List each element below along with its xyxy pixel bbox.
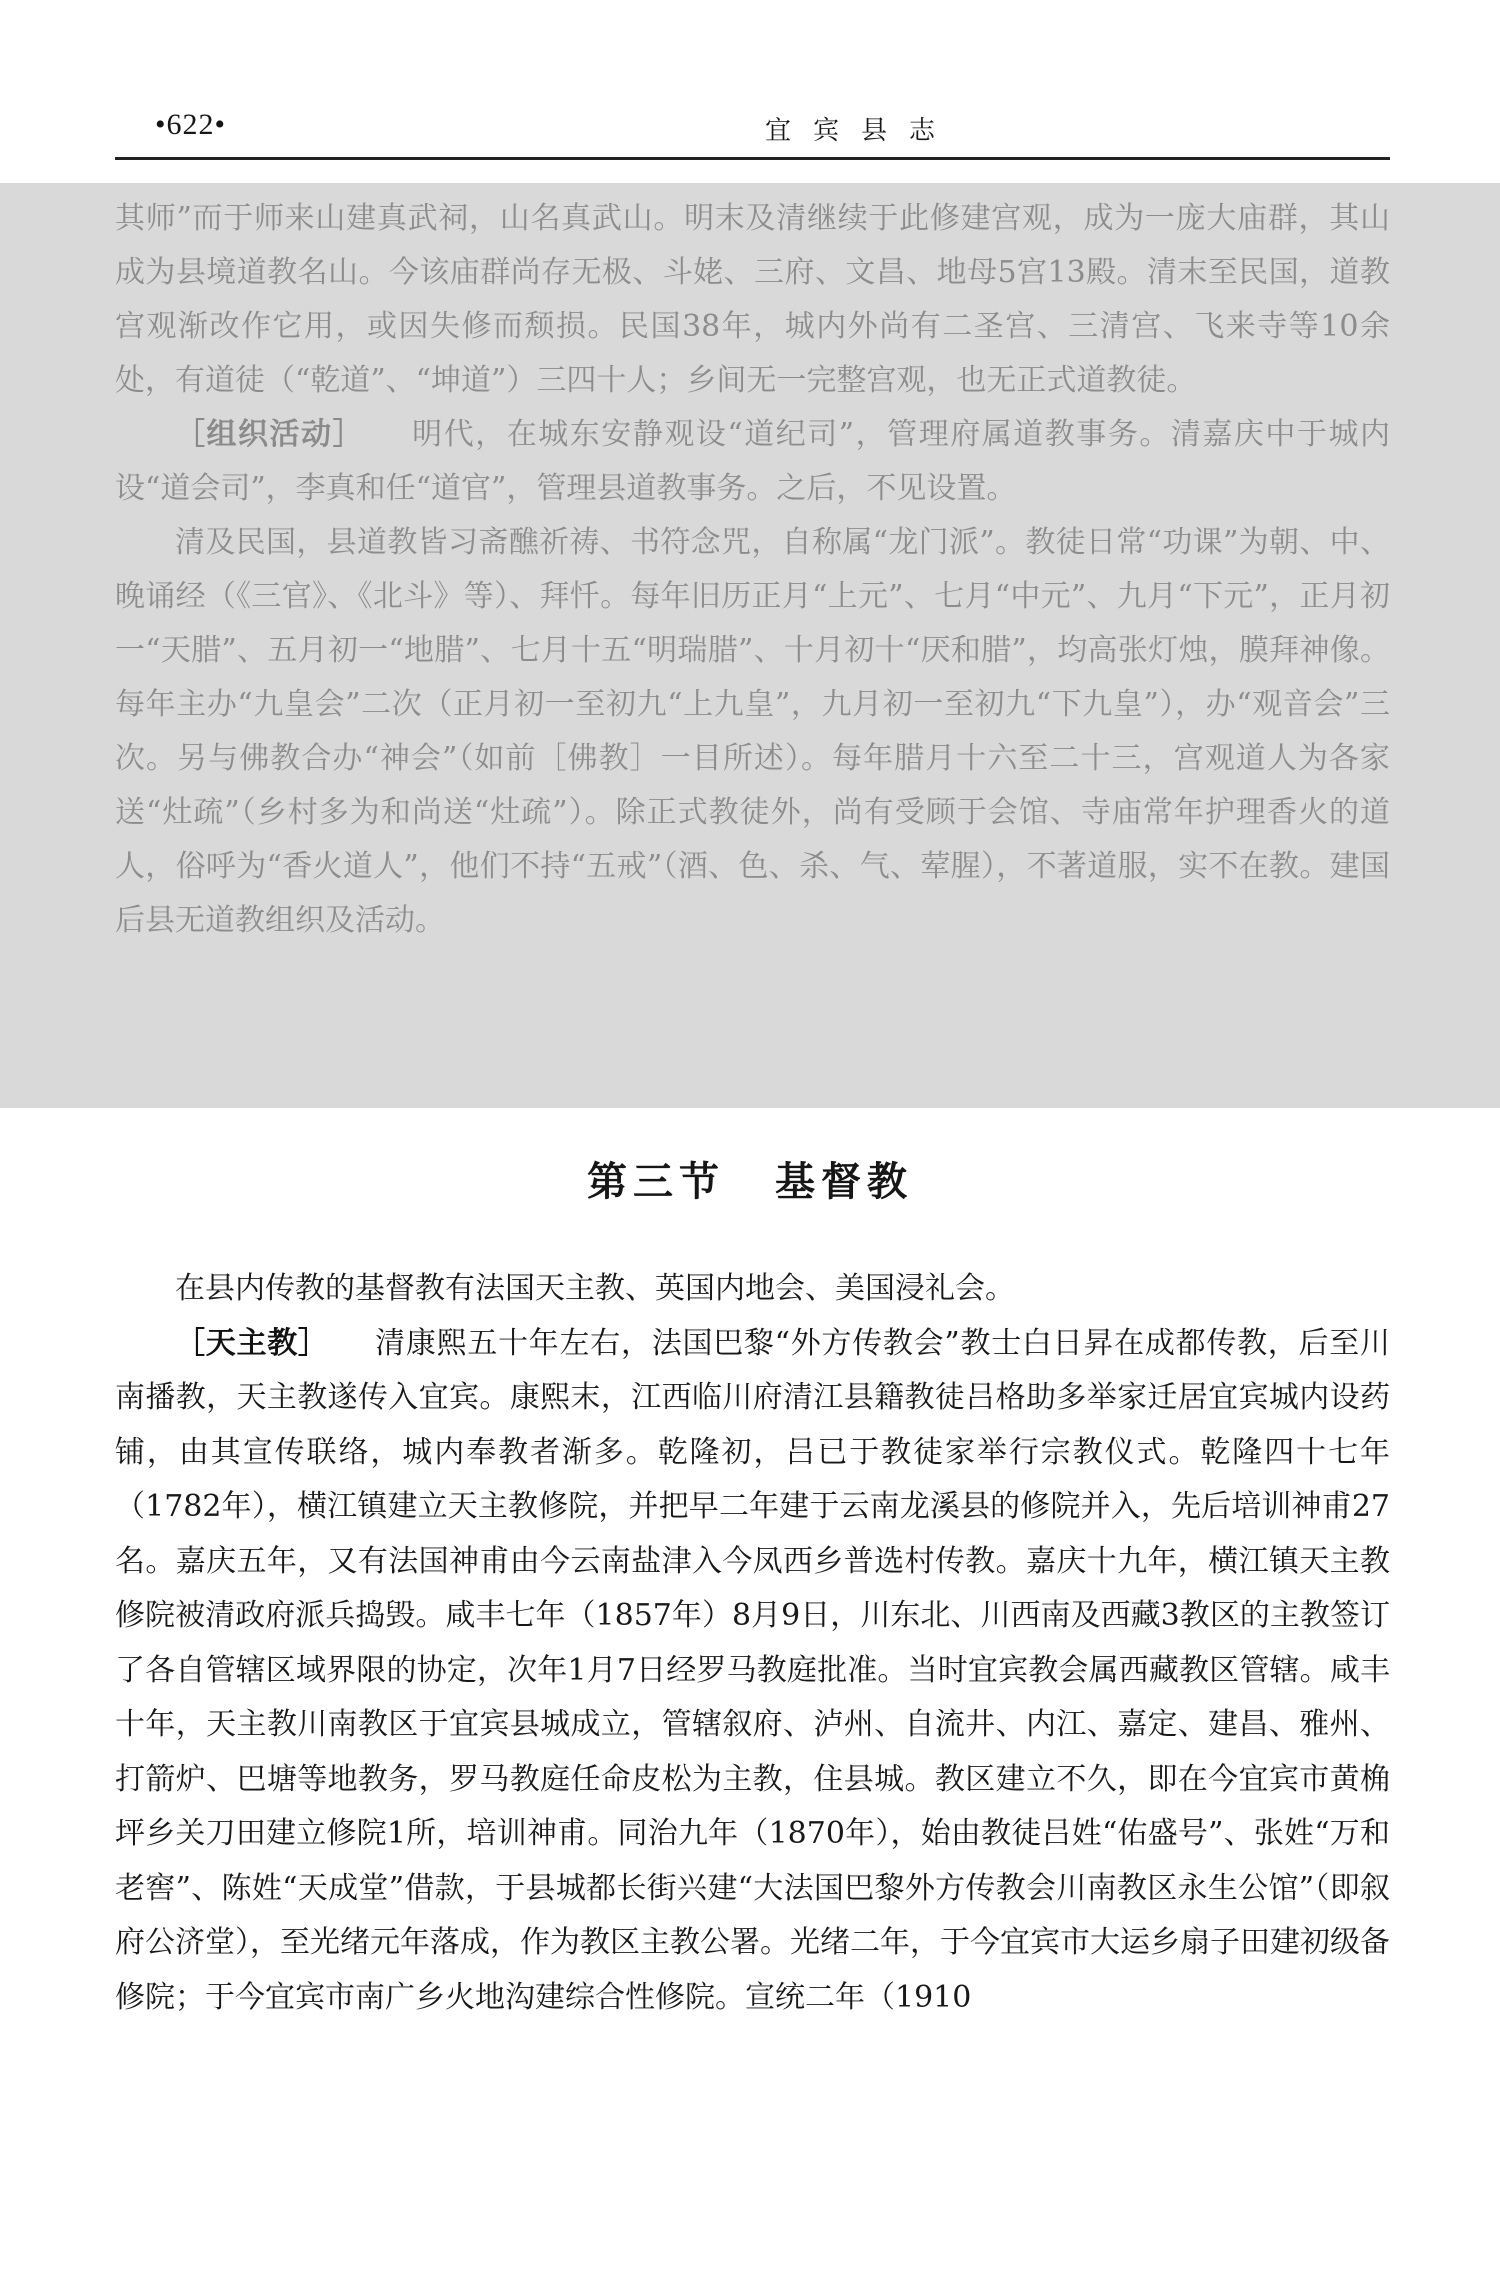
paragraph bbox=[115, 1317, 1390, 2026]
section-heading bbox=[0, 1150, 1500, 1207]
paragraph bbox=[115, 408, 1390, 516]
shaded-text bbox=[115, 192, 1390, 948]
section-tag: ［组织活动］ bbox=[175, 417, 350, 452]
paragraph: 其师”而于师来山建真武祠，山名真武山。明末及清继续于此修建宫观，成为一庞大庙群，其山成为县境道教名山。今该庙群尚存无极、斗姥、三府、文昌、地母5宫13殿。清末至民国，道教宫观渐改作它用，或因失修而颓损。民国38年，城内外尚有二圣宫、三清宫、飞来寺等10余处，有道徒（“乾道”、“坤道”）三四十人；乡间无一完整宫观，也无正式道教徒。 bbox=[115, 201, 1390, 398]
section-tag: ［天主教］ bbox=[175, 1325, 314, 1361]
header-rule bbox=[115, 157, 1390, 160]
paragraph: 清及民国，县道教皆习斋醮祈祷、书符念咒，自称属“龙门派”。教徒日常“功课”为朝、中、晚诵经（《三官》、《北斗》等）、拜忏。每年旧历正月“上元”、七月“中元”、九月“下元”，正月初一“天腊”、五月初一“地腊”、七月十五“明瑞腊”、十月初十“厌和腊”，均高张灯烛，膜拜神像。每年主办“九皇会”二次（正月初一至初九“上九皇”，九月初一至初九“下九皇”），办“观音会”三次。另与佛教合办“神会”（如前［佛教］一目所述）。每年腊月十六至二十三，宫观道人为各家送“灶疏”（乡村多为和尚送“灶疏”）。除正式教徒外，尚有受顾于会馆、寺庙常年护理香火的道人，俗呼为“香火道人”，他们不持“五戒”（酒、色、杀、气、荤腥），不著道服，实不在教。建国后县无道教组织及活动。 bbox=[115, 525, 1390, 938]
section-number: 第三节 bbox=[587, 1158, 725, 1205]
running-title: 宜宾县志 bbox=[765, 116, 958, 146]
body-text bbox=[115, 1262, 1390, 2025]
page-number: •622• bbox=[155, 108, 227, 141]
paragraph-text: 明代，在城东安静观设“道纪司”，管理府属道教事务。清嘉庆中于城内设“道会司”，李真和任“道官”，管理县道教事务。之后，不见设置。 bbox=[115, 417, 1390, 506]
paragraph: 在县内传教的基督教有法国天主教、英国内地会、美国浸礼会。 bbox=[175, 1271, 1015, 1306]
page-header bbox=[115, 108, 1390, 148]
paragraph-text: 清康熙五十年左右，法国巴黎“外方传教会”教士白日昇在成都传教，后至川南播教，天主教遂传入宜宾。康熙末，江西临川府清江县籍教徒吕格助多举家迁居宜宾城内设药铺，由其宣传联络，城内奉教者渐多。乾隆初，吕已于教徒家举行宗教仪式。乾隆四十七年（1782年），横江镇建立天主教修院，并把早二年建于云南龙溪县的修院并入，先后培训神甫27名。嘉庆五年，又有法国神甫由今云南盐津入今凤西乡普选村传教。嘉庆十九年，横江镇天主教修院被清政府派兵捣毁。咸丰七年（1857年）8月9日，川东北、川西南及西藏3教区的主教签订了各自管辖区域界限的协定，次年1月7日经罗马教庭批准。当时宜宾教会属西藏教区管辖。咸丰十年，天主教川南教区于宜宾县城成立，管辖叙府、泸州、自流井、内江、嘉定、建昌、雅州、打箭炉、巴塘等地教务，罗马教庭任命皮松为主教，住县城。教区建立不久，即在今宜宾市黄桷坪乡关刀田建立修院1所，培训神甫。同治九年（1870年），始由教徒吕姓“佑盛号”、张姓“万和老窖”、陈姓“天成堂”借款，于县城都长街兴建“大法国巴黎外方传教会川南教区永生公馆”（即叙府公济堂），至光绪元年落成，作为教区主教公署。光绪二年，于今宜宾市大运乡扇子田建初级备修院；于今宜宾市南广乡火地沟建综合性修院。宣统二年（1910 bbox=[115, 1325, 1390, 2015]
section-title: 基督教 bbox=[775, 1158, 913, 1205]
